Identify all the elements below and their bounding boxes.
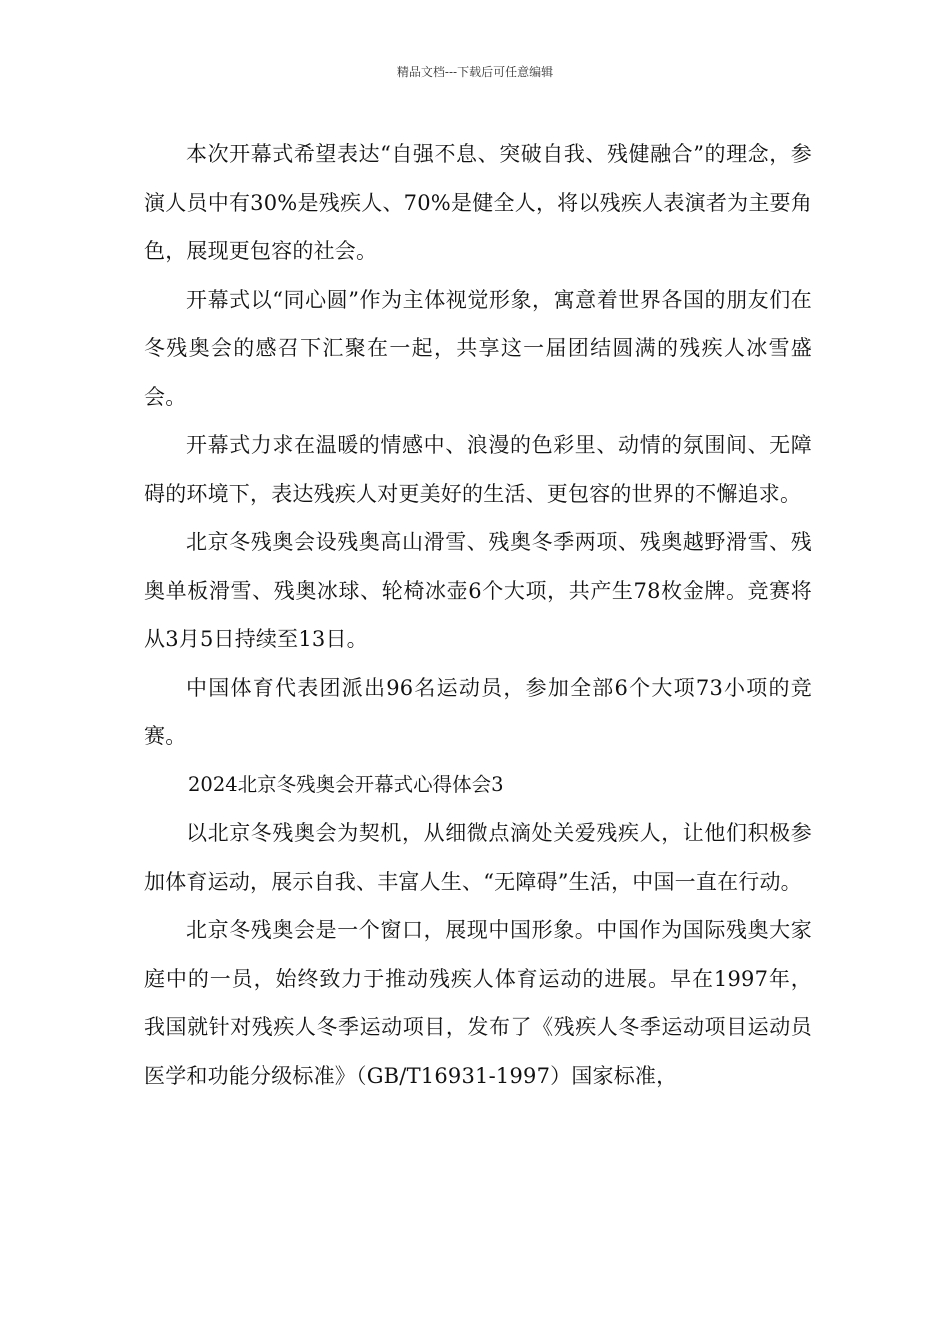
paragraph-5: 中国体育代表团派出96名运动员，参加全部6个大项73小项的竞赛。 <box>144 675 812 748</box>
paragraph-1: 本次开幕式希望表达“自强不息、突破自我、残健融合”的理念，参演人员中有30%是残疾人、70%是健全人，将以残疾人表演者为主要角色，展现更包容的社会。 <box>144 142 812 263</box>
paragraph-2: 开幕式以“同心圆”作为主体视觉形象，寓意着世界各国的朋友们在冬残奥会的感召下汇聚在一起，共享这一届团结圆满的残疾人冰雪盛会。 <box>144 287 812 409</box>
section-heading: 2024北京冬残奥会开幕式心得体会3 <box>188 772 504 796</box>
paragraph-4: 北京冬残奥会设残奥高山滑雪、残奥冬季两项、残奥越野滑雪、残奥单板滑雪、残奥冰球、轮椅冰壶6个大项，共产生78枚金牌。竞赛将从3月5日持续至13日。 <box>144 530 812 651</box>
document-body <box>144 130 812 1100</box>
paragraph-7: 北京冬残奥会是一个窗口，展现中国形象。中国作为国际残奥大家庭中的一员，始终致力于推动残疾人体育运动的进展。早在1997年，我国就针对残疾人冬季运动项目，发布了《残疾人冬季运动项目运动员医学和功能分级标准》（GB/T16931-1997）国家标准， <box>144 918 812 1088</box>
page-header: 精品文档---下载后可任意编辑 <box>396 65 554 79</box>
paragraph-6: 以北京冬残奥会为契机，从细微点滴处关爱残疾人，让他们积极参加体育运动，展示自我、丰富人生、“无障碍”生活，中国一直在行动。 <box>144 821 812 894</box>
paragraph-3: 开幕式力求在温暖的情感中、浪漫的色彩里、动情的氛围间、无障碍的环境下，表达残疾人对更美好的生活、更包容的世界的不懈追求。 <box>144 433 812 506</box>
